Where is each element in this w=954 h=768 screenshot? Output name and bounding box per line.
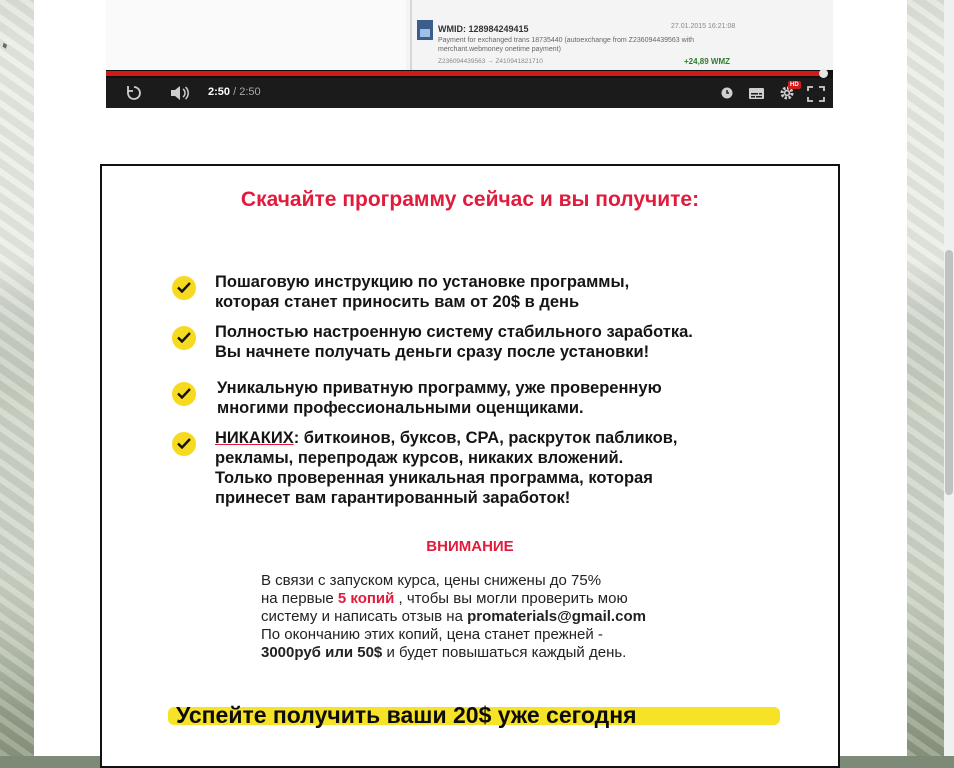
none-emphasis: НИКАКИХ bbox=[215, 429, 294, 447]
money-background-left bbox=[0, 0, 34, 756]
transaction-date: 27.01.2015 16:21:08 bbox=[671, 23, 736, 30]
check-icon bbox=[172, 326, 196, 350]
bill-decoration: ♦ bbox=[0, 39, 10, 53]
time-display bbox=[208, 86, 261, 98]
notice-text: и будет повышаться каждый день. bbox=[382, 644, 627, 661]
transaction-wallets: Z236094439563 → Z410941821710 bbox=[438, 58, 543, 65]
benefit-text bbox=[217, 378, 817, 418]
clock-icon[interactable] bbox=[721, 78, 733, 108]
captions-icon[interactable] bbox=[749, 78, 764, 108]
time-total: 2:50 bbox=[239, 86, 261, 98]
benefit-line-rest: : биткоинов, буксов, CPA, раскруток пабликов, bbox=[293, 429, 678, 447]
video-left-pane bbox=[106, 0, 406, 70]
benefit-line: Уникальную приватную программу, уже проверенную bbox=[217, 379, 662, 397]
time-separator: / bbox=[230, 86, 240, 98]
price-notice bbox=[261, 572, 646, 662]
transaction-description: Payment for exchanged trans 18735440 (autoexchange from Z236094439563 with merchant.webmoney onetime payment) bbox=[438, 37, 695, 53]
volume-icon[interactable] bbox=[170, 78, 190, 108]
video-player[interactable] bbox=[106, 0, 833, 108]
benefit-text bbox=[215, 322, 815, 362]
progress-bar[interactable] bbox=[106, 71, 824, 76]
transaction-amount: +24,89 WMZ bbox=[684, 57, 731, 66]
time-current: 2:50 bbox=[208, 86, 231, 98]
benefit-line: Вы начнете получать деньги сразу после установки! bbox=[215, 343, 650, 361]
notice-line bbox=[261, 590, 646, 608]
notice-line bbox=[261, 608, 646, 626]
webmoney-icon bbox=[417, 20, 433, 40]
wmid-text: WMID: 128984249415 bbox=[438, 24, 529, 34]
notice-text: , чтобы вы могли проверить мою bbox=[394, 590, 628, 607]
benefit-line bbox=[215, 428, 815, 448]
scrollbar-thumb[interactable] bbox=[945, 250, 953, 495]
cta-banner bbox=[168, 702, 637, 729]
notice-text: на первые bbox=[261, 590, 338, 607]
copies-highlight: 5 копий bbox=[337, 590, 395, 607]
offer-box bbox=[100, 164, 840, 768]
notice-line: В связи с запуском курса, цены снижены до 75% bbox=[261, 572, 602, 589]
benefit-line: которая станет приносить вам от 20$ в день bbox=[215, 293, 580, 311]
check-icon bbox=[172, 432, 196, 456]
benefit-line: рекламы, перепродаж курсов, никаких вложений. bbox=[215, 449, 624, 467]
notice-text: систему и написать отзыв на bbox=[261, 608, 468, 625]
check-icon bbox=[172, 382, 196, 406]
video-divider bbox=[410, 0, 412, 70]
benefit-line: Полностью настроенную систему стабильного заработка. bbox=[215, 323, 693, 341]
cta-text: Успейте получить ваши 20$ уже сегодня bbox=[176, 702, 637, 728]
price-text: 3000руб или 50$ bbox=[261, 644, 383, 661]
check-icon bbox=[172, 276, 196, 300]
benefit-line: принесет вам гарантированный заработок! bbox=[215, 489, 571, 507]
scrollbar[interactable] bbox=[944, 0, 954, 756]
player-controls bbox=[106, 78, 833, 108]
attention-heading: ВНИМАНИЕ bbox=[426, 538, 514, 555]
benefit-text bbox=[215, 428, 815, 508]
offer-title: Скачайте программу сейчас и вы получите: bbox=[240, 188, 700, 211]
contact-email[interactable]: promaterials@gmail.com bbox=[467, 608, 646, 625]
benefit-line: Пошаговую инструкцию по установке программы, bbox=[215, 273, 630, 291]
hd-badge: HD bbox=[790, 82, 799, 88]
video-frame[interactable] bbox=[106, 0, 833, 70]
benefit-text bbox=[215, 272, 815, 312]
benefit-line: многими профессиональными оценщиками. bbox=[217, 399, 584, 417]
progress-scrubber[interactable] bbox=[819, 69, 828, 78]
fullscreen-icon[interactable] bbox=[807, 78, 825, 108]
benefit-line: Только проверенная уникальная программа, которая bbox=[215, 469, 653, 487]
notice-line bbox=[261, 644, 646, 662]
notice-line: По окончанию этих копий, цена станет прежней - bbox=[261, 626, 603, 643]
replay-icon[interactable] bbox=[126, 78, 142, 108]
